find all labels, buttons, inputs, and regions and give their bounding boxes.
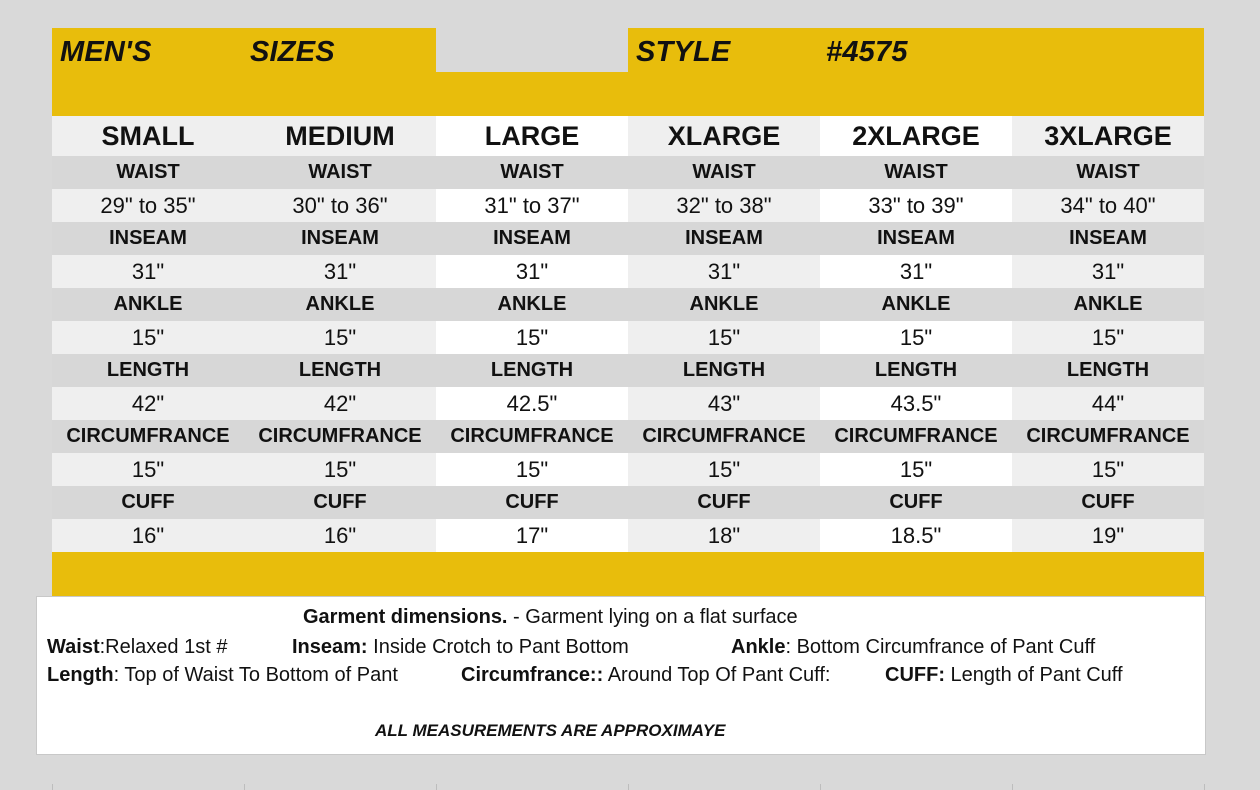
ankle-term: Ankle [731,636,786,658]
footer-band [52,552,1204,596]
length-def: : Top of Waist To Bottom of Pant [113,664,398,686]
waist-def: :Relaxed 1st # [99,636,228,658]
cuff-value-xlarge: 18" [628,519,820,552]
size-medium: MEDIUM [244,116,436,156]
inseam-value-3xlarge: 31" [1012,255,1204,288]
cuff-term: CUFF: [885,664,945,686]
circumfrance-value-2xlarge: 15" [820,453,1012,486]
notes-title [303,606,798,629]
chart-header [52,28,1204,116]
length-label-small: LENGTH [52,354,244,387]
size-small: SMALL [52,116,244,156]
header-band-middle [436,72,628,116]
size-3xlarge: 3XLARGE [1012,116,1204,156]
waist-label-large: WAIST [436,156,628,189]
circumfrance-term: Circumfrance:: [461,664,604,686]
cuff-label-medium: CUFF [244,486,436,519]
bottom-gridline-ticks [0,784,1260,790]
circumfrance-label-large: CIRCUMFRANCE [436,420,628,453]
inseam-note [292,636,629,659]
length-label-2xlarge: LENGTH [820,354,1012,387]
tick [436,784,437,790]
inseam-value-xlarge: 31" [628,255,820,288]
waist-value-2xlarge: 33" to 39" [820,189,1012,222]
approximate-disclaimer: ALL MEASUREMENTS ARE APPROXIMAYE [375,721,726,740]
cuff-label-2xlarge: CUFF [820,486,1012,519]
tick [628,784,629,790]
inseam-term: Inseam: [292,636,368,658]
length-value-2xlarge: 43.5" [820,387,1012,420]
inseam-value-row [52,255,1204,288]
size-large: LARGE [436,116,628,156]
circumfrance-value-small: 15" [52,453,244,486]
inseam-label-xlarge: INSEAM [628,222,820,255]
waist-label-xlarge: WAIST [628,156,820,189]
garment-notes [36,596,1206,755]
circumfrance-label-xlarge: CIRCUMFRANCE [628,420,820,453]
tick [1204,784,1205,790]
style-number: #4575 [826,36,908,68]
cuff-value-medium: 16" [244,519,436,552]
cuff-value-2xlarge: 18.5" [820,519,1012,552]
ankle-label-small: ANKLE [52,288,244,321]
length-term: Length [47,664,114,686]
waist-value-large: 31" to 37" [436,189,628,222]
length-value-small: 42" [52,387,244,420]
length-value-medium: 42" [244,387,436,420]
cuff-label-3xlarge: CUFF [1012,486,1204,519]
inseam-label-small: INSEAM [52,222,244,255]
measurement-table [52,156,1204,552]
ankle-value-3xlarge: 15" [1012,321,1204,354]
mens-heading: MEN'S [60,36,152,68]
circumfrance-label-row [52,420,1204,453]
inseam-label-medium: INSEAM [244,222,436,255]
length-note [47,664,398,687]
circumfrance-def: Around Top Of Pant Cuff: [603,664,831,686]
ankle-label-large: ANKLE [436,288,628,321]
cuff-label-xlarge: CUFF [628,486,820,519]
tick [820,784,821,790]
waist-value-xlarge: 32" to 38" [628,189,820,222]
waist-value-medium: 30" to 36" [244,189,436,222]
circumfrance-label-medium: CIRCUMFRANCE [244,420,436,453]
length-value-xlarge: 43" [628,387,820,420]
waist-value-3xlarge: 34" to 40" [1012,189,1204,222]
tick [244,784,245,790]
inseam-label-2xlarge: INSEAM [820,222,1012,255]
style-heading: STYLE [636,36,731,68]
length-label-large: LENGTH [436,354,628,387]
ankle-label-row [52,288,1204,321]
length-value-3xlarge: 44" [1012,387,1204,420]
circumfrance-label-3xlarge: CIRCUMFRANCE [1012,420,1204,453]
inseam-value-large: 31" [436,255,628,288]
circumfrance-label-2xlarge: CIRCUMFRANCE [820,420,1012,453]
cuff-value-3xlarge: 19" [1012,519,1204,552]
circumfrance-value-medium: 15" [244,453,436,486]
cuff-note [885,664,1123,687]
waist-label-medium: WAIST [244,156,436,189]
inseam-value-small: 31" [52,255,244,288]
inseam-label-row [52,222,1204,255]
waist-term: Waist [47,636,100,658]
length-value-large: 42.5" [436,387,628,420]
waist-note [47,636,227,659]
cuff-value-large: 17" [436,519,628,552]
length-label-row [52,354,1204,387]
circumfrance-value-large: 15" [436,453,628,486]
waist-label-small: WAIST [52,156,244,189]
length-value-row [52,387,1204,420]
inseam-label-large: INSEAM [436,222,628,255]
circumfrance-label-small: CIRCUMFRANCE [52,420,244,453]
circumfrance-value-xlarge: 15" [628,453,820,486]
inseam-value-medium: 31" [244,255,436,288]
cuff-label-large: CUFF [436,486,628,519]
ankle-value-small: 15" [52,321,244,354]
ankle-value-medium: 15" [244,321,436,354]
ankle-note [731,636,1095,659]
tick [52,784,53,790]
ankle-label-2xlarge: ANKLE [820,288,1012,321]
waist-value-small: 29" to 35" [52,189,244,222]
cuff-label-small: CUFF [52,486,244,519]
inseam-label-3xlarge: INSEAM [1012,222,1204,255]
size-header-row [52,116,1204,156]
inseam-value-2xlarge: 31" [820,255,1012,288]
ankle-value-row [52,321,1204,354]
cuff-label-row [52,486,1204,519]
ankle-def: : Bottom Circumfrance of Pant Cuff [785,636,1096,658]
waist-label-2xlarge: WAIST [820,156,1012,189]
ankle-value-2xlarge: 15" [820,321,1012,354]
length-label-medium: LENGTH [244,354,436,387]
ankle-label-medium: ANKLE [244,288,436,321]
circumfrance-note [461,664,830,687]
ankle-label-xlarge: ANKLE [628,288,820,321]
cuff-def: Length of Pant Cuff [944,664,1123,686]
size-2xlarge: 2XLARGE [820,116,1012,156]
notes-title-rest: - Garment lying on a flat surface [507,606,798,628]
ankle-value-large: 15" [436,321,628,354]
waist-label-row [52,156,1204,189]
waist-value-row [52,189,1204,222]
tick [1012,784,1013,790]
waist-label-3xlarge: WAIST [1012,156,1204,189]
circumfrance-value-3xlarge: 15" [1012,453,1204,486]
size-chart [52,28,1204,596]
cuff-value-row [52,519,1204,552]
length-label-xlarge: LENGTH [628,354,820,387]
circumfrance-value-row [52,453,1204,486]
ankle-value-xlarge: 15" [628,321,820,354]
size-xlarge: XLARGE [628,116,820,156]
cuff-value-small: 16" [52,519,244,552]
sizes-heading: SIZES [250,36,335,68]
inseam-def: Inside Crotch to Pant Bottom [367,636,629,658]
length-label-3xlarge: LENGTH [1012,354,1204,387]
ankle-label-3xlarge: ANKLE [1012,288,1204,321]
notes-title-bold: Garment dimensions. [303,606,508,628]
